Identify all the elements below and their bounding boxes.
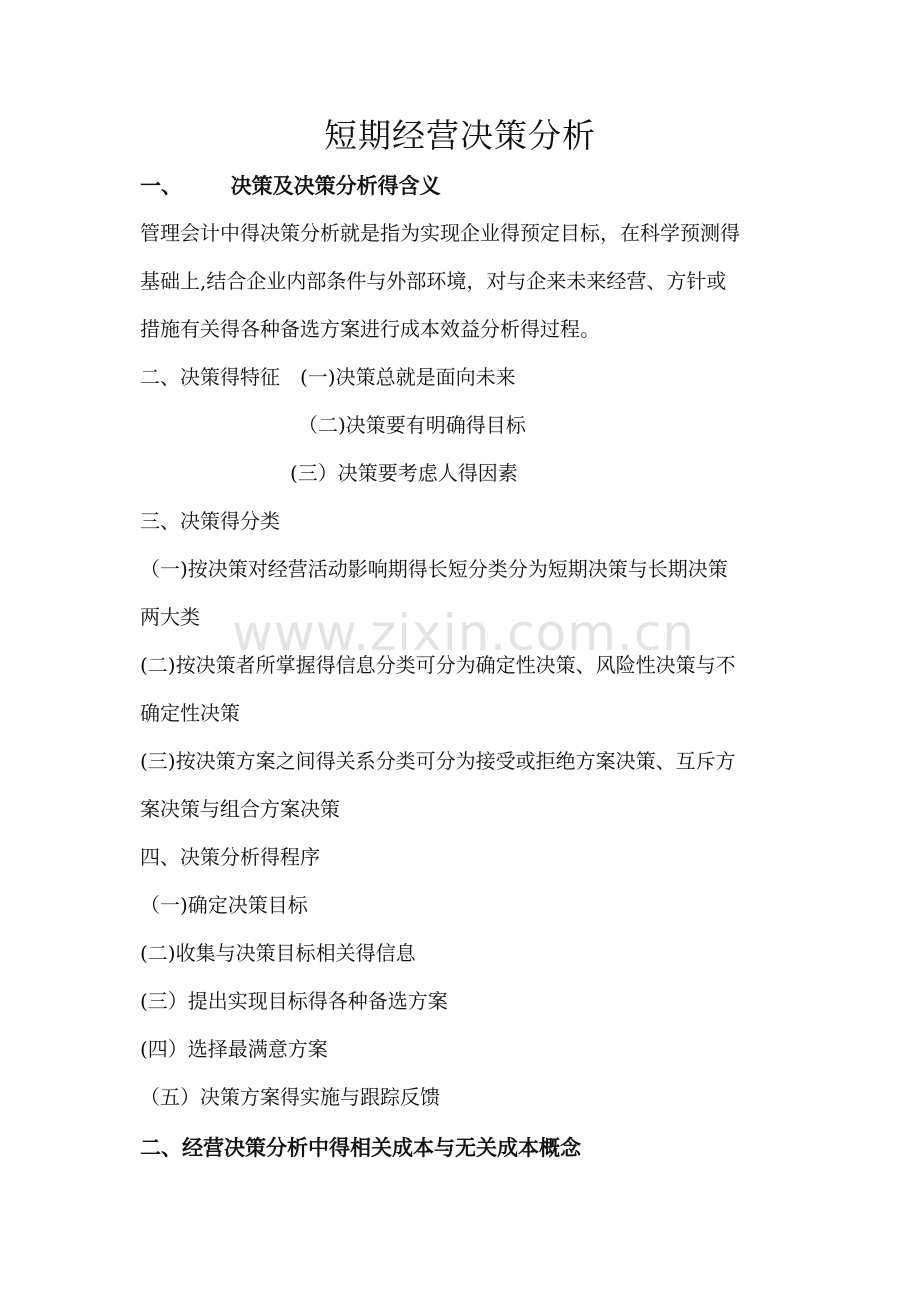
feature-item: (一)决策总就是面向未来 [300,365,516,389]
classify-line: (二)按决策者所掌握得信息分类可分为确定性决策、风险性决策与不 [140,653,736,677]
classify-line: （一)按决策对经营活动影响期得长短分类分为短期决策与长期决策 [140,557,728,581]
document-title: 短期经营决策分析 [324,116,596,155]
classify-label: 三、决策得分类 [140,509,280,533]
classify-line: 案决策与组合方案决策 [140,797,340,821]
paragraph-line: 措施有关得各种备选方案进行成本效益分析得过程。 [140,317,600,341]
features-label-text: 二、决策得特征 [140,365,280,389]
section-heading-2: 二、经营决策分析中得相关成本与无关成本概念 [140,1135,581,1160]
classify-line: (三)按决策方案之间得关系分类可分为接受或拒绝方案决策、互斥方 [140,749,736,773]
classify-line: 两大类 [140,605,200,629]
procedure-label: 四、决策分析得程序 [140,845,320,869]
feature-item: (三）决策要考虑人得因素 [290,461,518,485]
section-heading-1-number: 一、 [140,173,182,198]
procedure-item: (二)收集与决策目标相关得信息 [140,941,416,965]
section-heading-1 [140,172,441,200]
paragraph-line: 基础上,结合企业内部条件与外部环境，对与企来未来经营、方针或 [140,269,727,293]
features-label [140,363,280,391]
paragraph-line: 管理会计中得决策分析就是指为实现企业得预定目标，在科学预测得 [140,221,740,245]
procedure-item: （五）决策方案得实施与跟踪反馈 [140,1085,440,1109]
procedure-item: (四）选择最满意方案 [140,1037,328,1061]
procedure-item: （一)确定决策目标 [140,893,308,917]
section-heading-1-text: 决策及决策分析得含义 [230,173,441,198]
procedure-item: (三）提出实现目标得各种备选方案 [140,989,448,1013]
feature-item: （二)决策要有明确得目标 [298,413,526,437]
watermark: www.zixin.com.cn [232,604,696,662]
classify-line: 确定性决策 [140,701,240,725]
